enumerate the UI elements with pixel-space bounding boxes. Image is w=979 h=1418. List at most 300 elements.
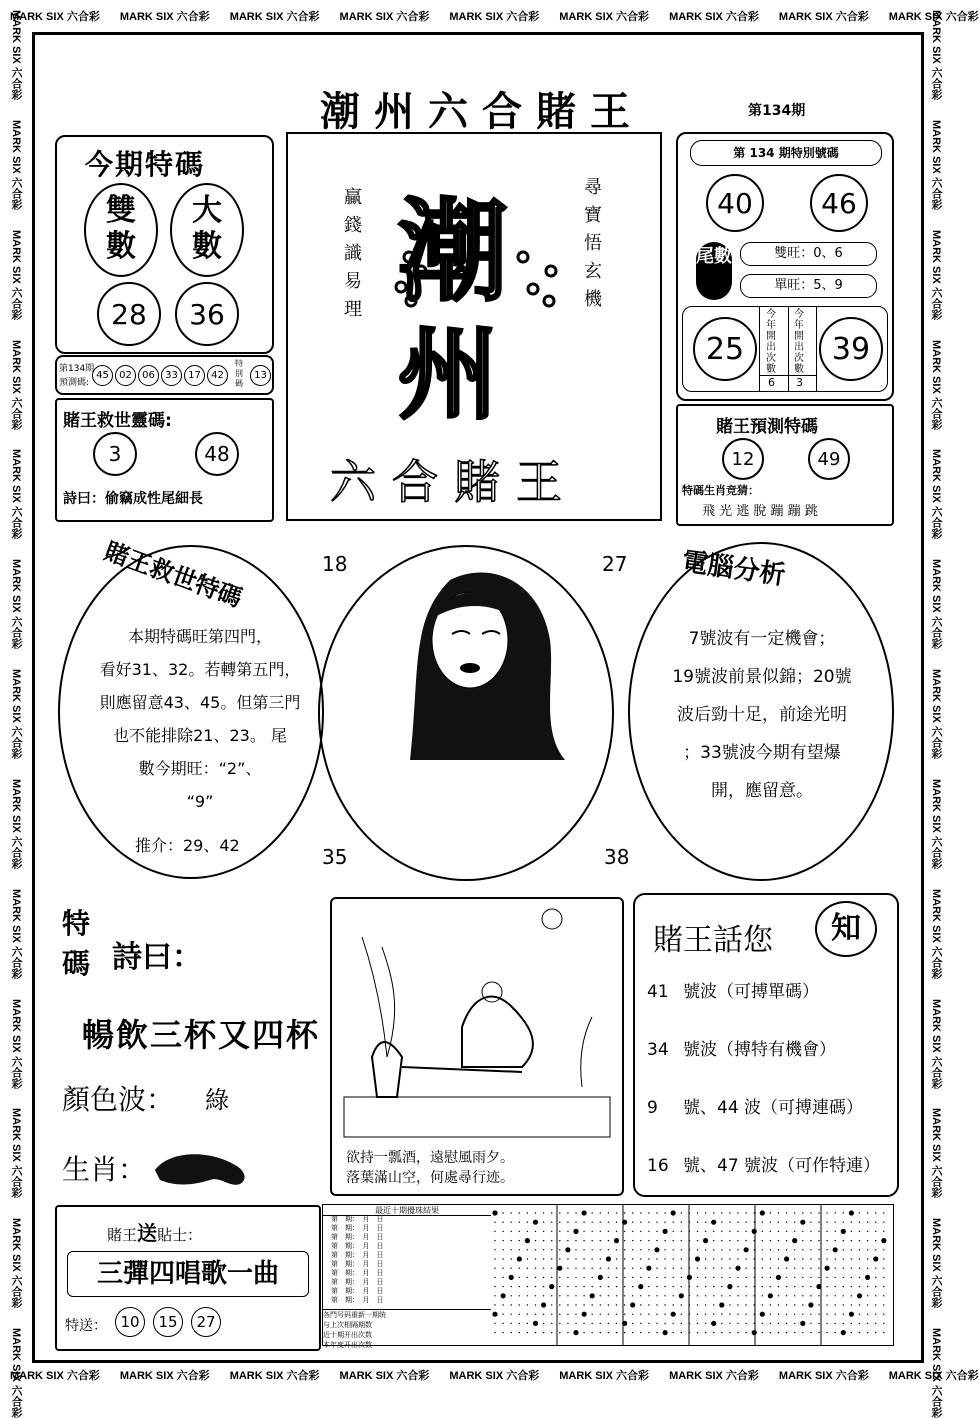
savior-code-box: 賭王救世靈碼: 3 48 詩曰：偷竊成性尾細長 bbox=[55, 398, 274, 522]
grid-dot bbox=[770, 1249, 771, 1250]
border-mark-six-text: MARK SIX 六合彩 bbox=[10, 339, 22, 430]
grid-dot bbox=[826, 1304, 827, 1305]
poem-heading: 詩曰： bbox=[112, 940, 202, 975]
grid-dot bbox=[778, 1249, 779, 1250]
grid-dot bbox=[583, 1240, 584, 1241]
grid-dot bbox=[559, 1286, 560, 1287]
grid-dot bbox=[883, 1222, 884, 1223]
grid-dot bbox=[551, 1231, 552, 1232]
grid-dot bbox=[711, 1220, 716, 1225]
grid-dot bbox=[713, 1212, 714, 1213]
grid-dot bbox=[786, 1249, 787, 1250]
grid-dot bbox=[843, 1240, 844, 1241]
border-mark-six-text: MARK SIX 六合彩 bbox=[930, 1218, 942, 1309]
grid-dot bbox=[575, 1286, 576, 1287]
grid-dot bbox=[592, 1314, 593, 1315]
grid-dot bbox=[624, 1212, 625, 1213]
grid-dot bbox=[762, 1286, 763, 1287]
grid-dot bbox=[640, 1323, 641, 1324]
grid-dot bbox=[705, 1268, 706, 1269]
grid-dot bbox=[511, 1231, 512, 1232]
grid-dot bbox=[737, 1277, 738, 1278]
grid-dot bbox=[794, 1212, 795, 1213]
grid-dot bbox=[786, 1323, 787, 1324]
grid-dot bbox=[695, 1256, 700, 1261]
grid-dot bbox=[867, 1258, 868, 1259]
grid-dot bbox=[519, 1212, 520, 1213]
grid-dot bbox=[590, 1293, 595, 1298]
grid-dot bbox=[583, 1304, 584, 1305]
grid-dot bbox=[729, 1277, 730, 1278]
grid-dot bbox=[778, 1332, 779, 1333]
special-numbers-39: 39 bbox=[819, 317, 883, 381]
grid-dot bbox=[745, 1295, 746, 1296]
zodiac-guess: 飛 光 逃 脫 蹦 蹦 跳 bbox=[702, 504, 818, 519]
picture-poem-line-1: 欲持一瓢酒，遠慰風雨夕。 bbox=[346, 1150, 514, 1166]
grid-dot bbox=[818, 1295, 819, 1296]
grid-dot bbox=[770, 1332, 771, 1333]
grid-dot bbox=[770, 1240, 771, 1241]
grid-dot bbox=[559, 1332, 560, 1333]
grid-dot bbox=[525, 1238, 530, 1243]
portrait-18: 18 bbox=[322, 552, 348, 576]
grid-dot bbox=[519, 1277, 520, 1278]
right-oval-title: 電腦分析 bbox=[680, 546, 788, 592]
border-mark-six-text: MARK SIX 六合彩 bbox=[930, 669, 942, 759]
grid-dot bbox=[608, 1323, 609, 1324]
grid-dot bbox=[729, 1258, 730, 1259]
grid-dot bbox=[810, 1295, 811, 1296]
grid-dot bbox=[883, 1258, 884, 1259]
grid-dot bbox=[559, 1295, 560, 1296]
grid-dot bbox=[624, 1268, 625, 1269]
grid-dot bbox=[673, 1231, 674, 1232]
grid-dot bbox=[778, 1314, 779, 1315]
grid-dot bbox=[818, 1304, 819, 1305]
grid-dot bbox=[802, 1295, 803, 1296]
grid-dot bbox=[883, 1314, 884, 1315]
grid-dot bbox=[681, 1323, 682, 1324]
grid-dot bbox=[608, 1314, 609, 1315]
grid-dot bbox=[575, 1304, 576, 1305]
grid-dot bbox=[745, 1332, 746, 1333]
special-num-2: 36 bbox=[175, 282, 239, 346]
grid-dot bbox=[752, 1330, 757, 1335]
grid-dot bbox=[851, 1295, 852, 1296]
grid-dot bbox=[511, 1304, 512, 1305]
grid-dot bbox=[786, 1332, 787, 1333]
grid-dot bbox=[656, 1314, 657, 1315]
grid-dot bbox=[705, 1231, 706, 1232]
oval-line: 數今期旺：“2”、 bbox=[138, 759, 262, 778]
grid-dot bbox=[745, 1231, 746, 1232]
logo-right-text: 尋寶悟玄機 bbox=[584, 177, 602, 310]
grid-dot bbox=[835, 1222, 836, 1223]
grid-dot bbox=[859, 1332, 860, 1333]
grid-dot bbox=[745, 1277, 746, 1278]
grid-dot bbox=[873, 1256, 878, 1261]
grid-dot bbox=[681, 1268, 682, 1269]
result-row-label: 第 期： 月 日 bbox=[331, 1215, 384, 1223]
grid-dot bbox=[606, 1256, 611, 1261]
oval-line: 19號波前景似錦；20號 bbox=[672, 667, 852, 687]
grid-dot bbox=[624, 1249, 625, 1250]
grid-dot bbox=[551, 1277, 552, 1278]
grid-dot bbox=[583, 1332, 584, 1333]
grid-dot bbox=[802, 1332, 803, 1333]
border-mark-six-text: MARK SIX 六合彩 bbox=[559, 11, 650, 23]
grid-dot bbox=[794, 1268, 795, 1269]
grid-dot bbox=[721, 1212, 722, 1213]
grid-dot bbox=[551, 1222, 552, 1223]
grid-dot bbox=[664, 1314, 665, 1315]
grid-dot bbox=[713, 1295, 714, 1296]
grid-dot bbox=[624, 1286, 625, 1287]
grid-dot bbox=[786, 1314, 787, 1315]
grid-dot bbox=[719, 1302, 724, 1307]
gift-tip-main: 三彈四唱歌一曲 bbox=[67, 1251, 309, 1297]
grid-dot bbox=[875, 1268, 876, 1269]
grid-dot bbox=[663, 1229, 668, 1234]
grid-dot bbox=[511, 1314, 512, 1315]
grid-dot bbox=[859, 1277, 860, 1278]
grid-dot bbox=[656, 1258, 657, 1259]
grid-dot bbox=[648, 1212, 649, 1213]
grid-dot bbox=[608, 1277, 609, 1278]
today-special-title: 今期特碼 bbox=[85, 148, 206, 181]
grid-dot bbox=[575, 1314, 576, 1315]
grid-dot bbox=[541, 1302, 546, 1307]
grid-dot bbox=[559, 1231, 560, 1232]
grid-dot bbox=[664, 1240, 665, 1241]
grid-dot bbox=[664, 1277, 665, 1278]
border-mark-six-text: MARK SIX 六合彩 bbox=[669, 1370, 759, 1382]
grid-dot bbox=[843, 1212, 844, 1213]
savior-num-1: 3 bbox=[93, 432, 137, 476]
grid-dot bbox=[794, 1314, 795, 1315]
grid-dot bbox=[527, 1222, 528, 1223]
grid-dot bbox=[648, 1222, 649, 1223]
border-mark-six-text: MARK SIX 六合彩 bbox=[930, 888, 942, 979]
grid-dot bbox=[543, 1240, 544, 1241]
grid-dot bbox=[705, 1258, 706, 1259]
grid-dot bbox=[519, 1249, 520, 1250]
grid-dot bbox=[559, 1212, 560, 1213]
grid-dot bbox=[875, 1222, 876, 1223]
center-logo-box bbox=[286, 132, 662, 521]
grid-dot bbox=[800, 1220, 805, 1225]
grid-dot bbox=[786, 1240, 787, 1241]
grid-dot bbox=[729, 1323, 730, 1324]
border-mark-six-text: MARK SIX 六合彩 bbox=[10, 1328, 22, 1418]
grid-dot bbox=[843, 1323, 844, 1324]
grid-dot bbox=[535, 1249, 536, 1250]
grid-dot bbox=[656, 1240, 657, 1241]
grid-dot bbox=[543, 1277, 544, 1278]
grid-dot bbox=[786, 1286, 787, 1287]
grid-dot bbox=[745, 1323, 746, 1324]
grid-dot bbox=[778, 1222, 779, 1223]
grid-dot bbox=[681, 1240, 682, 1241]
grid-dot bbox=[600, 1314, 601, 1315]
grid-dot bbox=[616, 1222, 617, 1223]
grid-dot bbox=[770, 1212, 771, 1213]
grid-dot bbox=[794, 1249, 795, 1250]
grid-dot bbox=[802, 1304, 803, 1305]
grid-dot bbox=[567, 1258, 568, 1259]
grid-dot bbox=[859, 1268, 860, 1269]
grid-dot bbox=[681, 1286, 682, 1287]
grid-dot bbox=[859, 1286, 860, 1287]
grid-dot bbox=[535, 1268, 536, 1269]
border-mark-six-text: MARK SIX 六合彩 bbox=[10, 10, 22, 100]
grid-dot bbox=[681, 1258, 682, 1259]
grid-dot bbox=[810, 1222, 811, 1223]
grid-dot bbox=[745, 1314, 746, 1315]
grid-dot bbox=[492, 1210, 497, 1215]
grid-dot bbox=[867, 1295, 868, 1296]
oval-even: 雙數 bbox=[84, 183, 158, 277]
grid-dot bbox=[511, 1212, 512, 1213]
grid-dot bbox=[681, 1304, 682, 1305]
grid-dot bbox=[794, 1332, 795, 1333]
grid-dot bbox=[818, 1258, 819, 1259]
grid-dot bbox=[818, 1323, 819, 1324]
grid-dot bbox=[778, 1240, 779, 1241]
ring-decoration-icon bbox=[393, 249, 563, 309]
grid-dot bbox=[583, 1268, 584, 1269]
grid-dot bbox=[511, 1249, 512, 1250]
grid-dot bbox=[802, 1314, 803, 1315]
grid-dot bbox=[883, 1231, 884, 1232]
grid-dot bbox=[567, 1231, 568, 1232]
border-mark-six-text: MARK SIX 六合彩 bbox=[930, 339, 942, 430]
grid-dot bbox=[697, 1212, 698, 1213]
grid-dot bbox=[705, 1277, 706, 1278]
result-row-label: 第 期： 月 日 bbox=[331, 1233, 384, 1241]
grid-dot bbox=[582, 1210, 587, 1215]
grid-dot bbox=[776, 1275, 781, 1280]
grid-dot bbox=[519, 1295, 520, 1296]
grid-dot bbox=[737, 1249, 738, 1250]
result-row-label: 第 期： 月 日 bbox=[331, 1296, 384, 1304]
grid-dot bbox=[640, 1240, 641, 1241]
grid-dot bbox=[786, 1268, 787, 1269]
border-left bbox=[2, 0, 30, 1418]
tail-double: 雙旺：0、6 bbox=[740, 242, 877, 266]
grid-dot bbox=[502, 1249, 503, 1250]
count-1: 6 bbox=[768, 376, 775, 389]
portrait-38: 38 bbox=[604, 845, 630, 869]
right-oval-text bbox=[638, 620, 886, 810]
grid-dot bbox=[729, 1304, 730, 1305]
grid-dot bbox=[575, 1249, 576, 1250]
grid-dot bbox=[835, 1323, 836, 1324]
grid-dot bbox=[567, 1314, 568, 1315]
grid-dot bbox=[851, 1323, 852, 1324]
grid-dot bbox=[778, 1304, 779, 1305]
grid-dot bbox=[551, 1240, 552, 1241]
grid-dot bbox=[745, 1258, 746, 1259]
grid-dot bbox=[648, 1304, 649, 1305]
grid-dot bbox=[673, 1249, 674, 1250]
king-tells-item: 34 號波（搏特有機會） bbox=[647, 1040, 836, 1060]
king-tells-item: 9 號、44 波（可搏連碼） bbox=[647, 1098, 864, 1118]
grid-dot bbox=[778, 1286, 779, 1287]
grid-dot bbox=[502, 1304, 503, 1305]
grid-dot bbox=[616, 1268, 617, 1269]
grid-dot bbox=[721, 1240, 722, 1241]
grid-dot bbox=[875, 1323, 876, 1324]
special-numbers-40: 40 bbox=[706, 174, 764, 232]
grid-dot bbox=[705, 1332, 706, 1333]
grid-dot bbox=[843, 1277, 844, 1278]
grid-dot bbox=[494, 1332, 495, 1333]
scholar-drawing bbox=[342, 907, 612, 1139]
grid-dot bbox=[843, 1222, 844, 1223]
border-mark-six-text: MARK SIX 六合彩 bbox=[339, 11, 430, 23]
grid-dot bbox=[583, 1222, 584, 1223]
grid-dot bbox=[640, 1268, 641, 1269]
grid-dot bbox=[875, 1304, 876, 1305]
gift-number: 27 bbox=[191, 1307, 221, 1337]
grid-dot bbox=[737, 1286, 738, 1287]
grid-dot bbox=[859, 1212, 860, 1213]
grid-dot bbox=[826, 1240, 827, 1241]
forecast-special: 13 bbox=[250, 365, 271, 386]
grid-dot bbox=[883, 1295, 884, 1296]
grid-dot bbox=[681, 1222, 682, 1223]
border-right bbox=[922, 0, 950, 1418]
grid-dot bbox=[494, 1249, 495, 1250]
grid-dot bbox=[535, 1304, 536, 1305]
grid-dot bbox=[527, 1277, 528, 1278]
grid-dot bbox=[608, 1286, 609, 1287]
grid-dot bbox=[583, 1295, 584, 1296]
grid-dot bbox=[673, 1304, 674, 1305]
grid-dot bbox=[543, 1332, 544, 1333]
result-row-label: 第 期： 月 日 bbox=[331, 1278, 384, 1286]
grid-dot bbox=[535, 1240, 536, 1241]
special-numbers-box: 第 134 期特別號碼 40 46 尾數 雙旺：0、6 單旺：5、9 25 39 今年開出次數 今年開出次數 6 3 bbox=[676, 132, 894, 401]
grid-dot bbox=[632, 1258, 633, 1259]
grid-dot bbox=[705, 1295, 706, 1296]
grid-dot bbox=[600, 1212, 601, 1213]
grid-dot bbox=[600, 1304, 601, 1305]
savior-poem: 詩曰：偷竊成性尾細長 bbox=[63, 491, 203, 507]
result-row-label: 第 期： 月 日 bbox=[331, 1251, 384, 1259]
grid-dot bbox=[835, 1286, 836, 1287]
grid-dot bbox=[883, 1304, 884, 1305]
grid-dot bbox=[697, 1240, 698, 1241]
grid-dot bbox=[543, 1268, 544, 1269]
grid-dot bbox=[786, 1212, 787, 1213]
grid-dot bbox=[600, 1249, 601, 1250]
forecast-numbers bbox=[91, 365, 229, 386]
grid-dot bbox=[551, 1212, 552, 1213]
grid-dot bbox=[511, 1286, 512, 1287]
grid-dot bbox=[867, 1304, 868, 1305]
grid-dot bbox=[592, 1212, 593, 1213]
logo-char-chao: 潮 bbox=[398, 187, 508, 316]
count-2: 3 bbox=[796, 376, 803, 389]
grid-dot bbox=[494, 1231, 495, 1232]
grid-dot bbox=[729, 1295, 730, 1296]
grid-dot bbox=[713, 1332, 714, 1333]
grid-dot bbox=[608, 1304, 609, 1305]
border-mark-six-text: MARK SIX 六合彩 bbox=[10, 119, 22, 210]
grid-dot bbox=[810, 1314, 811, 1315]
grid-dot bbox=[721, 1295, 722, 1296]
border-mark-six-text: MARK SIX 六合彩 bbox=[449, 11, 540, 23]
grid-dot bbox=[865, 1275, 870, 1280]
border-mark-six-text: MARK SIX 六合彩 bbox=[930, 449, 942, 540]
grid-dot bbox=[818, 1240, 819, 1241]
grid-dot bbox=[592, 1222, 593, 1223]
grid-dot bbox=[533, 1220, 538, 1225]
logo-subtitle: 六合賭王 bbox=[330, 455, 578, 509]
grid-dot bbox=[632, 1222, 633, 1223]
border-mark-six-text: MARK SIX 六合彩 bbox=[10, 1218, 22, 1309]
grid-dot bbox=[745, 1268, 746, 1269]
grid-dot bbox=[501, 1293, 506, 1298]
grid-dot bbox=[671, 1210, 676, 1215]
grid-dot bbox=[551, 1295, 552, 1296]
grid-dot bbox=[600, 1295, 601, 1296]
grid-dot bbox=[656, 1332, 657, 1333]
grid-dot bbox=[608, 1212, 609, 1213]
grid-dot bbox=[681, 1332, 682, 1333]
grid-dot bbox=[640, 1277, 641, 1278]
grid-dot bbox=[673, 1323, 674, 1324]
grid-dot bbox=[745, 1286, 746, 1287]
king-tells-box bbox=[633, 893, 899, 1197]
grid-dot bbox=[638, 1284, 643, 1289]
grid-dot bbox=[543, 1231, 544, 1232]
grid-dot bbox=[867, 1231, 868, 1232]
grid-dot bbox=[851, 1277, 852, 1278]
grid-dot bbox=[745, 1240, 746, 1241]
grid-dot bbox=[535, 1295, 536, 1296]
grid-dot bbox=[762, 1249, 763, 1250]
grid-dot bbox=[875, 1231, 876, 1232]
grid-dot bbox=[818, 1231, 819, 1232]
grid-dot bbox=[843, 1268, 844, 1269]
grid-dot bbox=[745, 1212, 746, 1213]
grid-dot bbox=[648, 1295, 649, 1296]
grid-dot bbox=[810, 1231, 811, 1232]
grid-dot bbox=[818, 1268, 819, 1269]
grid-dot bbox=[567, 1332, 568, 1333]
grid-dot bbox=[551, 1258, 552, 1259]
border-bottom bbox=[0, 1361, 979, 1389]
oval-line: 本期特碼旺第四門， bbox=[127, 627, 272, 646]
grid-dot bbox=[664, 1222, 665, 1223]
grid-dot bbox=[656, 1277, 657, 1278]
border-mark-six-text: MARK SIX 六合彩 bbox=[778, 11, 869, 23]
grid-dot bbox=[519, 1222, 520, 1223]
grid-dot bbox=[502, 1258, 503, 1259]
portrait-27: 27 bbox=[602, 552, 628, 576]
grid-dot bbox=[770, 1268, 771, 1269]
grid-dot bbox=[494, 1323, 495, 1324]
border-mark-six-text: MARK SIX 六合彩 bbox=[10, 11, 100, 23]
grid-dot bbox=[648, 1332, 649, 1333]
grid-dot bbox=[543, 1314, 544, 1315]
grid-dot bbox=[857, 1293, 862, 1298]
grid-dot bbox=[592, 1323, 593, 1324]
grid-dot bbox=[624, 1258, 625, 1259]
